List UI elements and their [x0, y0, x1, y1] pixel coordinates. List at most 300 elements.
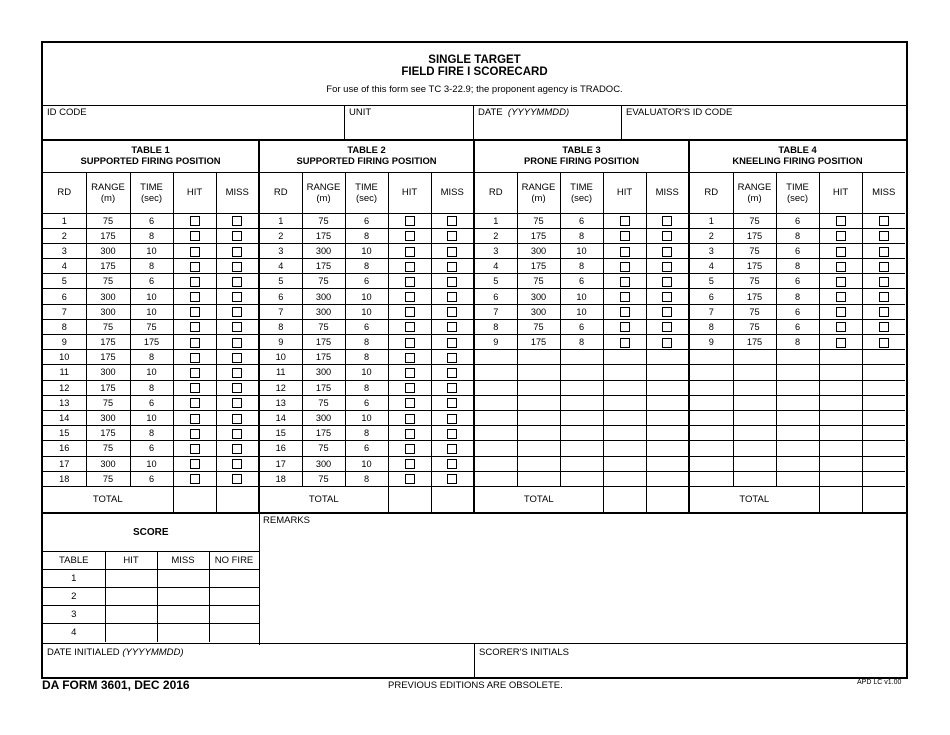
empty-cell — [560, 365, 603, 380]
miss-cell — [431, 471, 474, 486]
round-time: 6 — [345, 319, 388, 334]
hit-checkbox[interactable] — [190, 277, 200, 287]
hit-cell — [388, 319, 431, 334]
hit-cell — [603, 243, 646, 258]
miss-checkbox[interactable] — [662, 292, 672, 302]
hit-checkbox[interactable] — [836, 247, 846, 257]
date-field[interactable] — [474, 105, 622, 139]
miss-cell — [431, 350, 474, 365]
round-range: 300 — [86, 289, 130, 304]
hit-checkbox[interactable] — [190, 307, 200, 317]
hit-checkbox[interactable] — [190, 292, 200, 302]
hit-checkbox[interactable] — [405, 322, 415, 332]
score-table — [43, 514, 260, 642]
score-hit-cell[interactable] — [105, 623, 157, 642]
miss-checkbox[interactable] — [447, 429, 457, 439]
round-time: 8 — [560, 259, 603, 274]
round-number: 1 — [474, 213, 517, 228]
miss-checkbox[interactable] — [232, 383, 242, 393]
hit-checkbox[interactable] — [190, 216, 200, 226]
miss-checkbox[interactable] — [447, 414, 457, 424]
miss-checkbox[interactable] — [662, 216, 672, 226]
miss-checkbox[interactable] — [879, 338, 889, 348]
miss-checkbox[interactable] — [447, 383, 457, 393]
form-number: DA FORM 3601, DEC 2016 — [42, 678, 190, 692]
hit-checkbox[interactable] — [190, 414, 200, 424]
miss-cell — [431, 274, 474, 289]
hit-checkbox[interactable] — [836, 307, 846, 317]
empty-cell — [776, 410, 819, 425]
round-time: 10 — [345, 365, 388, 380]
hit-cell — [173, 289, 216, 304]
empty-cell — [776, 350, 819, 365]
miss-checkbox[interactable] — [232, 338, 242, 348]
hit-checkbox[interactable] — [405, 262, 415, 272]
miss-checkbox[interactable] — [879, 277, 889, 287]
round-time: 6 — [776, 304, 819, 319]
empty-cell — [733, 350, 776, 365]
round-range: 300 — [86, 365, 130, 380]
empty-cell — [646, 471, 689, 486]
miss-checkbox[interactable] — [662, 262, 672, 272]
hit-checkbox[interactable] — [620, 277, 630, 287]
hit-checkbox[interactable] — [405, 277, 415, 287]
empty-cell — [689, 471, 733, 486]
miss-checkbox[interactable] — [662, 307, 672, 317]
hit-cell — [388, 471, 431, 486]
empty-cell — [862, 426, 905, 441]
hit-checkbox[interactable] — [405, 368, 415, 378]
miss-checkbox[interactable] — [232, 231, 242, 241]
col-rd: RD — [474, 172, 517, 213]
evaluator-id-field[interactable] — [622, 105, 906, 139]
score-hit-cell[interactable] — [105, 605, 157, 623]
hit-checkbox[interactable] — [836, 231, 846, 241]
round-time: 6 — [130, 274, 173, 289]
hit-cell — [603, 274, 646, 289]
miss-checkbox[interactable] — [447, 368, 457, 378]
round-time: 8 — [345, 259, 388, 274]
scorer-initials-field[interactable] — [475, 644, 906, 678]
table-row — [43, 426, 905, 441]
score-col-table: TABLE — [43, 551, 105, 569]
miss-cell — [431, 365, 474, 380]
hit-checkbox[interactable] — [405, 398, 415, 408]
hit-checkbox[interactable] — [405, 231, 415, 241]
hit-cell — [173, 304, 216, 319]
hit-checkbox[interactable] — [405, 338, 415, 348]
round-number: 6 — [43, 289, 86, 304]
round-time: 8 — [345, 335, 388, 350]
col-range-line2: (m) — [100, 192, 116, 204]
score-row — [43, 587, 259, 605]
empty-cell — [689, 456, 733, 471]
empty-cell — [819, 410, 862, 425]
round-time: 10 — [130, 304, 173, 319]
empty-cell — [646, 456, 689, 471]
empty-cell — [646, 441, 689, 456]
empty-cell — [603, 410, 646, 425]
miss-checkbox[interactable] — [662, 338, 672, 348]
miss-checkbox[interactable] — [879, 216, 889, 226]
round-number: 7 — [474, 304, 517, 319]
miss-checkbox[interactable] — [447, 277, 457, 287]
hit-checkbox[interactable] — [836, 262, 846, 272]
table-row — [43, 441, 905, 456]
round-time: 8 — [560, 228, 603, 243]
score-miss-cell[interactable] — [157, 605, 209, 623]
col-time-line2: (sec) — [355, 192, 378, 204]
total-miss-cell[interactable] — [862, 486, 905, 512]
hit-checkbox[interactable] — [190, 231, 200, 241]
total-hit-cell[interactable] — [173, 486, 216, 512]
date-initialed-field[interactable] — [43, 644, 475, 678]
round-range: 75 — [86, 395, 130, 410]
hit-checkbox[interactable] — [836, 277, 846, 287]
miss-checkbox[interactable] — [447, 459, 457, 469]
empty-cell — [819, 441, 862, 456]
round-time: 8 — [345, 228, 388, 243]
hit-checkbox[interactable] — [405, 383, 415, 393]
round-time: 10 — [345, 289, 388, 304]
miss-checkbox[interactable] — [662, 231, 672, 241]
miss-checkbox[interactable] — [232, 262, 242, 272]
hit-checkbox[interactable] — [190, 444, 200, 454]
total-hit-cell[interactable] — [603, 486, 646, 512]
miss-checkbox[interactable] — [879, 322, 889, 332]
miss-checkbox[interactable] — [232, 216, 242, 226]
empty-cell — [733, 395, 776, 410]
empty-cell — [517, 380, 560, 395]
empty-cell — [560, 456, 603, 471]
miss-checkbox[interactable] — [232, 277, 242, 287]
miss-checkbox[interactable] — [447, 353, 457, 363]
empty-cell — [689, 350, 733, 365]
empty-cell — [862, 365, 905, 380]
hit-checkbox[interactable] — [620, 247, 630, 257]
total-miss-cell[interactable] — [646, 486, 689, 512]
empty-cell — [776, 426, 819, 441]
date-label: DATE — [478, 107, 503, 118]
miss-cell — [862, 213, 905, 228]
hit-checkbox[interactable] — [405, 459, 415, 469]
table-3-heading — [474, 139, 689, 172]
table-4-heading — [689, 139, 905, 172]
table-row — [43, 335, 905, 350]
empty-cell — [646, 410, 689, 425]
empty-cell — [862, 441, 905, 456]
round-range: 175 — [302, 350, 345, 365]
hit-cell — [173, 410, 216, 425]
score-nofire-cell[interactable] — [209, 623, 259, 642]
hit-checkbox[interactable] — [620, 231, 630, 241]
round-range: 175 — [86, 335, 130, 350]
hit-checkbox[interactable] — [620, 292, 630, 302]
empty-cell — [474, 456, 517, 471]
hit-checkbox[interactable] — [190, 474, 200, 484]
score-nofire-cell[interactable] — [209, 587, 259, 605]
col-time-line2: (sec) — [570, 192, 593, 204]
score-hit-cell[interactable] — [105, 587, 157, 605]
hit-checkbox[interactable] — [620, 338, 630, 348]
empty-cell — [560, 380, 603, 395]
miss-checkbox[interactable] — [879, 292, 889, 302]
round-range: 75 — [733, 319, 776, 334]
hit-checkbox[interactable] — [405, 353, 415, 363]
total-miss-cell[interactable] — [216, 486, 259, 512]
hit-cell — [388, 365, 431, 380]
miss-checkbox[interactable] — [447, 338, 457, 348]
hit-checkbox[interactable] — [190, 262, 200, 272]
hit-checkbox[interactable] — [620, 262, 630, 272]
empty-cell — [862, 471, 905, 486]
table-row — [43, 365, 905, 380]
id-code-field[interactable] — [43, 105, 345, 139]
hit-checkbox[interactable] — [405, 292, 415, 302]
col-miss: MISS — [216, 172, 259, 213]
round-time: 8 — [130, 259, 173, 274]
form-subtitle: For use of this form see TC 3-22.9; the proponent agency is TRADOC. — [326, 84, 623, 95]
score-miss-cell[interactable] — [157, 569, 209, 587]
col-time-line1: TIME — [570, 181, 593, 193]
miss-checkbox[interactable] — [232, 247, 242, 257]
miss-checkbox[interactable] — [879, 307, 889, 317]
hit-checkbox[interactable] — [836, 338, 846, 348]
hit-checkbox[interactable] — [190, 368, 200, 378]
round-number: 4 — [689, 259, 733, 274]
hit-cell — [388, 410, 431, 425]
empty-cell — [517, 365, 560, 380]
unit-field[interactable] — [345, 105, 474, 139]
round-range: 75 — [86, 319, 130, 334]
score-nofire-cell[interactable] — [209, 605, 259, 623]
col-range — [302, 172, 345, 213]
miss-checkbox[interactable] — [879, 262, 889, 272]
score-table-number: 2 — [43, 587, 105, 605]
miss-cell — [216, 426, 259, 441]
miss-cell — [216, 441, 259, 456]
miss-cell — [646, 319, 689, 334]
total-miss-cell[interactable] — [431, 486, 474, 512]
miss-checkbox[interactable] — [232, 322, 242, 332]
round-number: 12 — [43, 380, 86, 395]
table-row — [43, 350, 905, 365]
empty-cell — [517, 441, 560, 456]
hit-cell — [173, 441, 216, 456]
score-hit-cell[interactable] — [105, 569, 157, 587]
miss-cell — [646, 243, 689, 258]
round-number: 17 — [259, 456, 302, 471]
round-time: 10 — [130, 365, 173, 380]
empty-cell — [603, 441, 646, 456]
miss-checkbox[interactable] — [447, 231, 457, 241]
round-range: 175 — [86, 426, 130, 441]
hit-checkbox[interactable] — [405, 444, 415, 454]
miss-checkbox[interactable] — [232, 444, 242, 454]
hit-checkbox[interactable] — [836, 292, 846, 302]
table-row — [43, 289, 905, 304]
col-time-line1: TIME — [140, 181, 163, 193]
empty-cell — [819, 426, 862, 441]
miss-checkbox[interactable] — [447, 216, 457, 226]
miss-checkbox[interactable] — [447, 474, 457, 484]
hit-checkbox[interactable] — [405, 429, 415, 439]
miss-checkbox[interactable] — [447, 247, 457, 257]
round-number: 2 — [689, 228, 733, 243]
miss-cell — [431, 213, 474, 228]
round-range: 175 — [302, 259, 345, 274]
round-number: 9 — [474, 335, 517, 350]
hit-checkbox[interactable] — [405, 247, 415, 257]
hit-checkbox[interactable] — [190, 398, 200, 408]
hit-cell — [388, 426, 431, 441]
miss-checkbox[interactable] — [447, 307, 457, 317]
miss-cell — [431, 304, 474, 319]
empty-cell — [474, 426, 517, 441]
miss-checkbox[interactable] — [662, 277, 672, 287]
empty-cell — [517, 395, 560, 410]
round-number: 10 — [43, 350, 86, 365]
empty-cell — [517, 350, 560, 365]
round-number: 7 — [43, 304, 86, 319]
empty-cell — [689, 441, 733, 456]
round-number: 6 — [259, 289, 302, 304]
total-hit-cell[interactable] — [819, 486, 862, 512]
miss-checkbox[interactable] — [447, 444, 457, 454]
miss-checkbox[interactable] — [232, 459, 242, 469]
miss-checkbox[interactable] — [232, 368, 242, 378]
hit-checkbox[interactable] — [190, 322, 200, 332]
round-range: 175 — [517, 259, 560, 274]
empty-cell — [733, 380, 776, 395]
empty-cell — [733, 410, 776, 425]
empty-cell — [776, 380, 819, 395]
round-time: 8 — [560, 335, 603, 350]
round-number: 4 — [43, 259, 86, 274]
score-miss-cell[interactable] — [157, 623, 209, 642]
miss-checkbox[interactable] — [232, 398, 242, 408]
hit-checkbox[interactable] — [190, 459, 200, 469]
score-nofire-cell[interactable] — [209, 569, 259, 587]
round-range: 75 — [302, 441, 345, 456]
empty-cell — [733, 471, 776, 486]
col-time — [130, 172, 173, 213]
hit-checkbox[interactable] — [620, 322, 630, 332]
round-number: 5 — [43, 274, 86, 289]
miss-cell — [646, 304, 689, 319]
id-row — [43, 105, 906, 141]
total-hit-cell[interactable] — [388, 486, 431, 512]
version-label: APD LC v1.00 — [857, 679, 902, 686]
round-time: 6 — [130, 213, 173, 228]
round-range: 300 — [302, 243, 345, 258]
total-label: TOTAL — [43, 486, 173, 512]
col-rd: RD — [689, 172, 733, 213]
hit-cell — [388, 228, 431, 243]
table-row — [43, 213, 905, 228]
miss-checkbox[interactable] — [232, 307, 242, 317]
hit-checkbox[interactable] — [190, 338, 200, 348]
round-range: 300 — [302, 289, 345, 304]
empty-cell — [689, 380, 733, 395]
form-title-line1: SINGLE TARGET — [428, 54, 521, 66]
hit-checkbox[interactable] — [620, 307, 630, 317]
empty-cell — [646, 350, 689, 365]
round-range: 175 — [517, 335, 560, 350]
round-time: 6 — [345, 213, 388, 228]
round-time: 8 — [130, 380, 173, 395]
hit-checkbox[interactable] — [405, 474, 415, 484]
initials-row — [43, 643, 906, 678]
round-time: 10 — [130, 243, 173, 258]
hit-checkbox[interactable] — [836, 216, 846, 226]
hit-cell — [173, 471, 216, 486]
round-time: 6 — [560, 274, 603, 289]
miss-checkbox[interactable] — [447, 262, 457, 272]
miss-checkbox[interactable] — [879, 231, 889, 241]
empty-cell — [776, 471, 819, 486]
col-time — [560, 172, 603, 213]
miss-cell — [431, 410, 474, 425]
miss-checkbox[interactable] — [232, 429, 242, 439]
round-range: 300 — [517, 289, 560, 304]
hit-checkbox[interactable] — [405, 414, 415, 424]
col-range-line2: (m) — [531, 192, 546, 204]
score-col-hit: HIT — [105, 551, 157, 569]
hit-checkbox[interactable] — [836, 322, 846, 332]
hit-cell — [388, 350, 431, 365]
scorecard-form — [41, 41, 908, 679]
hit-checkbox[interactable] — [405, 216, 415, 226]
table-2-heading — [259, 139, 474, 172]
miss-checkbox[interactable] — [662, 322, 672, 332]
miss-checkbox[interactable] — [662, 247, 672, 257]
miss-checkbox[interactable] — [879, 247, 889, 257]
empty-cell — [862, 350, 905, 365]
table-row — [43, 319, 905, 334]
hit-checkbox[interactable] — [190, 383, 200, 393]
miss-checkbox[interactable] — [232, 353, 242, 363]
miss-checkbox[interactable] — [447, 398, 457, 408]
col-miss: MISS — [862, 172, 905, 213]
score-miss-cell[interactable] — [157, 587, 209, 605]
miss-checkbox[interactable] — [232, 414, 242, 424]
empty-cell — [560, 395, 603, 410]
round-time: 10 — [345, 410, 388, 425]
hit-checkbox[interactable] — [405, 307, 415, 317]
col-time-line1: TIME — [786, 181, 809, 193]
hit-checkbox[interactable] — [190, 353, 200, 363]
miss-checkbox[interactable] — [232, 474, 242, 484]
hit-checkbox[interactable] — [190, 247, 200, 257]
hit-cell — [173, 365, 216, 380]
hit-checkbox[interactable] — [190, 429, 200, 439]
empty-cell — [517, 456, 560, 471]
col-range-line1: RANGE — [521, 181, 556, 193]
hit-cell — [819, 274, 862, 289]
miss-checkbox[interactable] — [232, 292, 242, 302]
miss-checkbox[interactable] — [447, 322, 457, 332]
hit-checkbox[interactable] — [620, 216, 630, 226]
round-range: 75 — [517, 213, 560, 228]
round-number: 6 — [474, 289, 517, 304]
miss-checkbox[interactable] — [447, 292, 457, 302]
table-row — [43, 456, 905, 471]
round-range: 175 — [86, 380, 130, 395]
empty-cell — [776, 395, 819, 410]
col-hit: HIT — [173, 172, 216, 213]
remarks-field[interactable] — [259, 514, 906, 645]
